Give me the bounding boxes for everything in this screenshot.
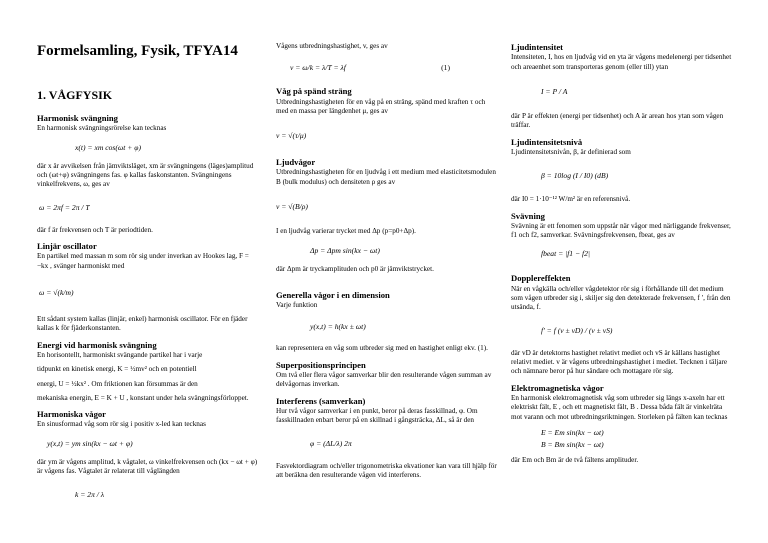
equation-text: ω = 2πf = 2π / T	[39, 202, 90, 212]
text: mekaniska energin, E = K + U , konstant under hela svängningsförloppet.	[37, 393, 249, 402]
column-1	[37, 42, 259, 513]
heading-interferens: Interferens (samverkan)	[276, 395, 366, 406]
heading-energi: Energi vid harmonisk svängning	[37, 339, 157, 350]
heading-generell: Generella vågor i en dimension	[276, 289, 390, 300]
heading-em: Elektromagnetiska vågor	[511, 382, 604, 393]
text: där P är effekten (energi per tidsenhet) och A är arean hos ytan som vågen träffar.	[511, 111, 724, 130]
equation: Δp = Δpm sin(kx − ωt)	[310, 245, 380, 255]
heading-harmonisk: Harmonisk svängning	[37, 113, 118, 124]
text: En sinusformad våg som rör sig i positiv x-led kan tecknas	[37, 420, 206, 429]
equation: y(x,t) = h(kx ± ωt)	[310, 322, 366, 332]
equation: β = 10log (I / I0) (dB)	[541, 171, 609, 181]
doc-title: Formelsamling, Fysik, TFYA14	[37, 43, 238, 59]
text: Intensiteten, I, hos en ljudvåg vid en yta är vågens medelenergi per tidsenhet och areaenhet som transporteras genom (eller till) ytan	[511, 53, 732, 71]
equation: v = √(B/ρ)	[276, 202, 308, 212]
equation: E = Em sin(kx − ωt)	[541, 428, 604, 438]
text: En horisontellt, harmoniskt svängande partikel har i varje	[37, 350, 203, 359]
heading-intensitet: Ljudintensitet	[511, 42, 564, 52]
text: Svävning är ett fenomen som uppstår när vågor med närliggande frekvenser, f1 och f2, samverkar. Svävningsfrekvensen, fbeat, ges av	[511, 221, 731, 240]
equation: I = P / A	[541, 86, 568, 96]
equation-text: ω = √(k/m)	[39, 288, 74, 298]
text: Ljudintensitetsnivån, β, är definierad som	[511, 147, 631, 156]
text: där vD är detektorns hastighet relativt mediet och vS är källans hastighet relativt mediet. v är vågens utbredningshastighet i mediet. Tecknen i täljare och nämnare beror på hur sändare och mottagare rör sig.	[511, 348, 728, 376]
text: Vågens utbredningshastighet, v, ges av	[276, 42, 388, 50]
text: Varje funktion	[276, 301, 318, 310]
equation-number: (1)	[441, 63, 450, 73]
text: En harmonisk svängningsrörelse kan tecknas	[37, 124, 167, 133]
heading-linjar: Linjär oscillator	[37, 241, 97, 252]
text: När en vågkälla och/eller vågdetektor rör sig i förhållande till det medium som vågen utbreder sig i, skiljer sig den detekterade frekvensen, f ′, från den utsända, f.	[511, 284, 731, 312]
heading-superpos: Superpositionsprincipen	[276, 359, 366, 370]
text: En partikel med massan m som rör sig under inverkan av Hookes lag, F = −kx , svänger harmoniskt med	[37, 252, 249, 270]
heading-niva: Ljudintensitetsnivå	[511, 136, 583, 147]
equation: v = √(τ/μ)	[276, 131, 307, 141]
text: Om två eller flera vågor samverkar blir den resulterande vågen summan av delvågornas inverkan.	[276, 370, 492, 389]
text: där Em och Bm är de två fältens amplituder.	[511, 455, 639, 464]
text: där x är avvikelsen från jämviktsläget, xm är svängningens (läges)amplitud och (ωt+φ) svängningens fas. φ kallas faskonstanten. Svängningens vinkelfrekvens, ω, ges av	[37, 161, 254, 189]
text: Utbredningshastigheten för en våg på en sträng, spänd med kraften τ och med en massa per längdenhet μ, ges av	[276, 97, 486, 115]
text: Fasvektordiagram och/eller trigonometriska ekvationer kan vara till hjälp för att beräkna den resulterande vågen vid interferens.	[276, 461, 497, 479]
equation	[37, 195, 259, 221]
column-3	[511, 42, 733, 465]
equation	[37, 276, 259, 310]
equation: y(x,t) = ym sin(kx − ωt + φ)	[47, 438, 133, 448]
equation: B = Bm sin(kx − ωt)	[541, 440, 604, 450]
equation: φ = (ΔL/λ) 2π	[310, 438, 352, 448]
heading-vagor: Harmoniska vågor	[37, 409, 106, 420]
text: Utbredningshastigheten för en ljudvåg i ett medium med elasticitetsmodulen B (bulk modulus) och densiteten ρ ges av	[276, 168, 496, 186]
heading-strang: Våg på spänd sträng	[276, 86, 352, 97]
column-2	[276, 42, 498, 480]
equation: x(t) = xm cos(ωt + φ)	[75, 142, 141, 152]
equation	[276, 56, 498, 80]
heading-svavning: Svävning	[511, 210, 545, 221]
text: I en ljudvåg varierar trycket med Δp (p=p0+Δp).	[276, 227, 416, 236]
section-title: 1. VÅGFYSIK	[37, 87, 113, 102]
text: där I0 = 1·10⁻¹² W/m² är en referensnivå.	[511, 195, 631, 204]
equation: fbeat = |f1 − f2|	[541, 249, 591, 259]
heading-doppler: Dopplereffekten	[511, 273, 571, 284]
text: Hur två vågor samverkar i en punkt, beror på deras fasskillnad, φ. Om fasskillnaden enbart beror på en skillnad i gångsträcka, ΔL, så är den	[276, 406, 478, 425]
equation: k = 2π / λ	[75, 489, 105, 499]
text: kan representera en våg som utbreder sig med en hastighet enligt ekv. (1).	[276, 344, 488, 353]
text: där Δpm är tryckamplituden och p0 är jämviktstrycket.	[276, 264, 434, 273]
text: tidpunkt en kinetisk energi, K = ½mv² och en potentiell	[37, 365, 197, 374]
text: där ym är vågens amplitud, k vågtalet, ω vinkelfrekvensen och (kx − ωt + φ) är vågens fas. Vågtalet är relaterat till våglängden	[37, 457, 258, 476]
text: energi, U = ½kx² . Om friktionen kan försummas är den	[37, 379, 198, 388]
equation-text: v = ω/k = λ/T = λf	[290, 63, 346, 73]
equation: f′ = f (v ± vD) / (v ± vS)	[541, 325, 613, 335]
text: En harmonisk elektromagnetisk våg som utbreder sig längs x-axeln har ett elektriskt fält, E , och ett magnetiskt fält, B . Dessa båda fält är vinkelräta mot varann och mot utbredningsriktningen. Storleken på fälten kan tecknas	[511, 393, 728, 421]
text: Ett sådant system kallas (linjär, enkel) harmonisk oscillator. För en fjäder kallas k för fjäderkonstanten.	[37, 314, 248, 333]
heading-ljud: Ljudvågor	[276, 157, 316, 168]
text: där f är frekvensen och T är periodtiden.	[37, 225, 153, 234]
